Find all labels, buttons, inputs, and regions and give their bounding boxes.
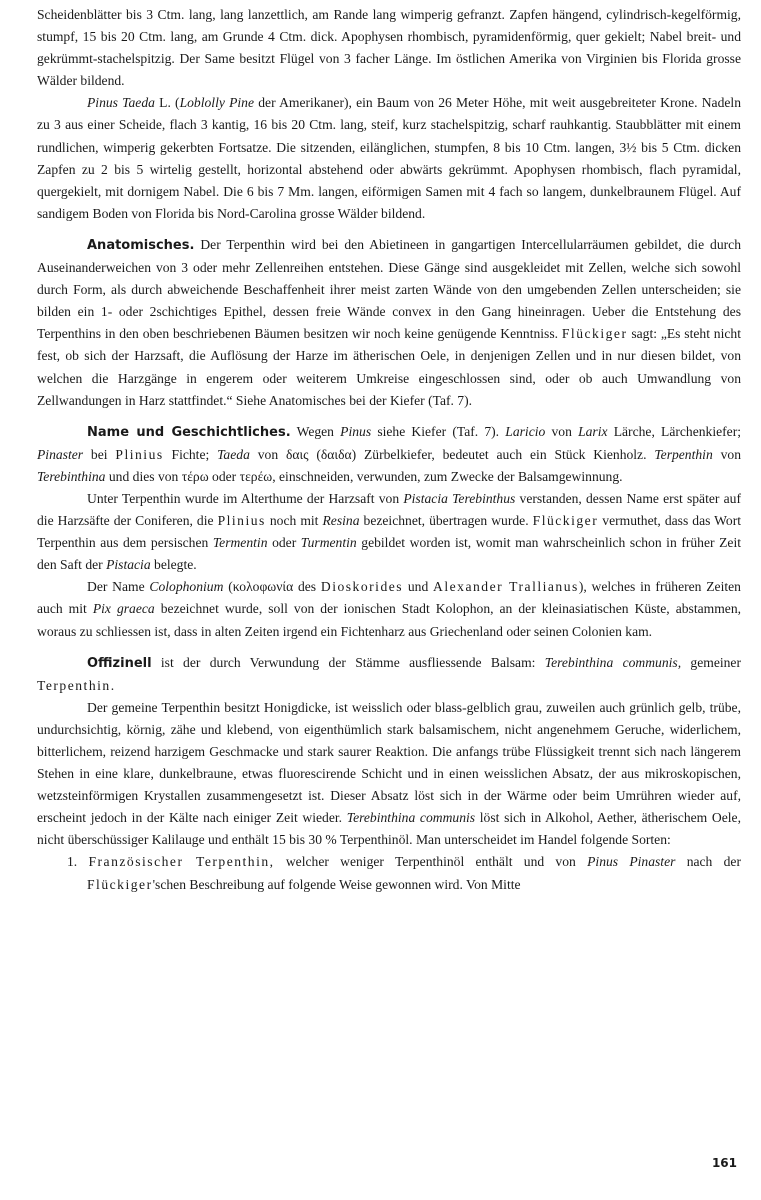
- text: (κολοφωνία des: [223, 579, 321, 595]
- text: von: [545, 423, 579, 439]
- section-heading: Name und Geschichtliches.: [87, 424, 291, 440]
- text: vermuthet, dass das Wort Terpenthin aus dem persischen: [37, 513, 742, 551]
- text: Unter Terpenthin wurde im Alterthume der Harzsaft von: [87, 490, 404, 506]
- paragraph-text: Scheidenblätter bis 3 Ctm. lang, lang lanzettlich, am Rande lang wimperig gefranzt. Zapfen hängend, cylindrisch-kegelförmig, stumpf, 15 bis 20 Ctm. lang, am Grunde 4 Ctm. dick. Apophysen rhombisch, pyramidenförmig, quer gekielt; Nabel breit- und gekrümmt-stachelspitzig. Der Same besitzt Flügel von 3 facher Länge. Im östlichen Amerika von Virginien bis Florida grosse Wälder bildend.: [37, 7, 741, 89]
- term: Pix graeca: [92, 601, 155, 617]
- term: Pistacia Terebinthus: [403, 490, 516, 506]
- sorten-list: [37, 851, 741, 895]
- paragraph-pinus-description: [37, 4, 741, 92]
- text: Wegen: [290, 423, 341, 439]
- paragraph-colophonium: [37, 576, 741, 642]
- text: siehe Kiefer (Taf. 7).: [371, 423, 506, 439]
- text: und: [403, 579, 434, 595]
- person-name: Dioskorides: [320, 579, 404, 595]
- text: nach der: [675, 854, 741, 870]
- term: Termentin: [212, 535, 268, 551]
- text: belegte.: [150, 557, 197, 573]
- list-item: [37, 851, 741, 895]
- term: Pinus Pinaster: [587, 854, 676, 870]
- term: Terebinthina communis,: [544, 654, 682, 670]
- author: L. (: [154, 95, 180, 111]
- term: Resina: [322, 513, 360, 529]
- text: bei: [83, 446, 116, 462]
- person-name: Plinius: [217, 513, 266, 529]
- text: welcher weniger Terpenthinöl enthält und von: [274, 854, 588, 870]
- text: ist der durch Verwundung der Stämme ausfliessende Balsam:: [151, 654, 545, 670]
- species-name: Pinus Taeda: [87, 95, 155, 111]
- paragraph-text: der Amerikaner), ein Baum von 26 Meter Höhe, mit weit ausgebreiteter Krone. Nadeln zu 3 aus einer Scheide, flach 3 kantig, 16 bis 20 Ctm. lang, steif, kurz stachelspitzig, scharf rauhkantig. Staubblätter mit einem rundlichen, wimperig gekerbten Fortsatze. Die sitzenden, eilänglichen, stumpfen, 8 bis 10 Ctm. langen, 3½ bis 5 Ctm. dicken Zapfen zu 2 bis 5 wirtelig gestellt, horizontal abstehend oder abwärts gekrümmt. Apophysen rhombisch, flach pyramidal, quergekielt, mit dornigem Nabel. Die 6 bis 7 Mm. langen, eiförmigen Samen mit 4 fach so langem, dunkelbraunem Flügel. Auf sandigem Boden von Florida bis Nord-Carolina grosse Wälder bildend.: [37, 95, 741, 221]
- term: Turmentin: [300, 535, 357, 551]
- term: Larix: [578, 423, 608, 439]
- term: Terebinthina: [37, 468, 106, 484]
- person-name: Flückiger: [532, 513, 599, 529]
- person-name: Flückiger: [561, 326, 628, 342]
- common-name: Loblolly Pine: [179, 95, 255, 111]
- text: verstanden, dessen Name erst später auf die Harzsäfte der Coniferen, die: [37, 490, 741, 529]
- paragraph-name-geschichtliches: [37, 421, 741, 488]
- term: Terebinthina communis: [346, 810, 476, 826]
- text: von: [712, 446, 742, 462]
- text: und dies von τέρω oder τερέω, einschneiden, verwunden, zum Zwecke der Balsamgewinnung.: [105, 468, 623, 484]
- person-name: Plinius: [115, 446, 164, 462]
- section-heading: Anatomisches.: [87, 237, 195, 253]
- paragraph-anatomisches: [37, 234, 741, 412]
- term: Taeda: [217, 446, 250, 462]
- text: Lärche, Lärchenkiefer;: [607, 423, 742, 439]
- text: Fichte;: [163, 446, 218, 462]
- paragraph-terpenthin-history: [37, 488, 741, 576]
- term: Pistacia: [106, 557, 151, 573]
- text: Der gemeine Terpenthin besitzt Honigdicke, ist weisslich oder blass-gelblich grau, zuweilen auch grünlich gelb, trübe, undurchsichtig, körnig, zähe und klebend, von eigenthümlich stark balsamischem, nicht angenehmem Geruche, widerlichem, bitterlichem, reizend harzigem Geschmacke und stark saurer Reaktion. Die anfangs trübe Flüssigkeit trennt sich nach längerem Stehen in eine klare, dunkelbraune, etwas fluorescirende Schicht und in einen weisslichen Absatz, der aus mikroskopischen, wetzsteinförmigen Krystallen zusammengesetzt ist. Dieser Absatz löst sich in der Wärme oder beim Umrühren wieder auf, erscheint jedoch in der Kälte nach einiger Zeit wieder.: [37, 699, 741, 826]
- page-number: 161: [711, 1156, 737, 1170]
- text: ), welches in früheren Zeiten auch mit: [37, 579, 741, 617]
- text: gebildet worden ist, womit man wahrscheinlich schon in früher Zeit den Saft der: [37, 535, 741, 573]
- term: Colophonium: [149, 579, 224, 595]
- text: 'schen Beschreibung auf folgende Weise gewonnen wird. Von Mitte: [152, 876, 521, 892]
- term: Pinaster: [37, 446, 84, 462]
- term: Terpenthin.: [37, 677, 116, 693]
- text: oder: [267, 535, 301, 551]
- text: bezeichnet, übertragen wurde.: [359, 513, 533, 529]
- text: löst sich in Alkohol, Aether, ätherischem Oele, nicht überschüssiger Kalilauge und enthält 15 bis 30 % Terpenthinöl. Man unterscheidet im Handel folgende Sorten:: [37, 810, 741, 848]
- term: Laricio: [505, 423, 546, 439]
- text: bezeichnet wurde, soll von der ionischen Stadt Kolophon, an der kleinasiatischen Küste, abstammen, woraus zu schliessen ist, dass in alten Zeiten irgend ein Fichtenharz aus Griechenland oder seinen Colonien kam.: [37, 601, 742, 639]
- term: Pinus: [340, 423, 372, 439]
- list-number: 1.: [67, 854, 89, 870]
- paragraph-offizinell: [37, 652, 741, 697]
- paragraph-gemeiner-terpenthin: [37, 697, 741, 852]
- text: von δαις (δαιδα) Zürbelkiefer, bedeutet auch ein Stück Kienholz.: [249, 446, 655, 462]
- text: noch mit: [265, 513, 323, 529]
- paragraph-text: Der Terpenthin wird bei den Abietineen in gangartigen Intercellularräumen gebildet, die durch Auseinanderweichen von 3 oder mehr Zellenreihen entstehen. Diese Gänge sind ausgekleidet mit Zellen, welche sich sowohl durch Form, als durch abweichende Beschaffenheit ihrer meist zarten Wände von den umgebenden Zellen unterscheiden; sie bilden ein 1- oder 2schichtiges Epithel, dessen freie Wände convex in den Gang hineinragen. Ueber die Entstehung des Terpenthins in den oben beschriebenen Bäumen besitzen wir noch keine genügende Kenntniss.: [37, 236, 741, 342]
- person-name: Alexander Trallianus: [433, 579, 579, 595]
- person-name: Flückiger: [87, 876, 153, 892]
- text: gemeiner: [681, 654, 741, 670]
- paragraph-pinus-taeda: [37, 92, 741, 225]
- paragraph-text: sagt: „Es steht nicht fest, ob sich der Harzsaft, die Auflösung der Harze im ätherischen Oele, in denjenigen Zellen und in nur diesen bildet, von welchen die Harzgänge in engerem oder weiterem Umkreise eingeschlossen sind, oder ob auch Umwandlung von Zellwandungen in Harz stattfindet.“ Siehe Anatomisches bei der Kiefer (Taf. 7).: [37, 326, 741, 408]
- term: Terpenthin: [654, 446, 713, 462]
- term: Französischer Terpenthin,: [88, 854, 275, 870]
- section-heading: Offizinell: [87, 655, 152, 671]
- text: Der Name: [87, 579, 150, 595]
